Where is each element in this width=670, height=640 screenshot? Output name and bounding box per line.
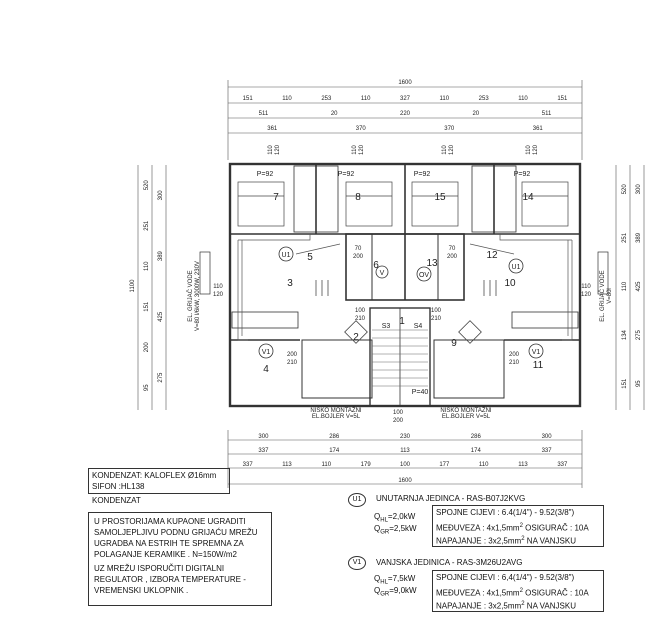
marker-3: P=92 — [513, 171, 531, 178]
outdoor-pipes: SPOJNE CIJEVI : 6,4(1/4") - 9.52(3/8") — [436, 573, 575, 582]
dim-left-c1-5: 95 — [144, 384, 150, 392]
dim-top-r2-2: 220 — [399, 111, 411, 117]
note1-line3: UGRADBA NA ESTRIH TE SPREMNA ZA — [94, 539, 244, 548]
marker-4: P=40 — [411, 389, 429, 396]
side-label-3: V=80l — [607, 288, 613, 304]
dim-top-r1-2: 253 — [321, 96, 332, 102]
indoor-pipes: SPOJNE CIJEVI : 6.4(1/4") - 9.52(3/8") — [436, 508, 575, 517]
marker-8: U1 — [511, 264, 521, 271]
dim-bot-r2-4: 337 — [541, 448, 552, 454]
dim-top-r1-1: 110 — [282, 96, 292, 102]
dim-right-c1-3: 134 — [622, 330, 628, 341]
dim-right-c2-1: 389 — [636, 232, 642, 243]
dim-bot-r3-6: 110 — [478, 462, 489, 468]
note2-line1: UZ MREŽU ISPORUČITI DIGITALNI — [94, 564, 225, 573]
dim-bot-r1-4: 300 — [541, 434, 552, 440]
outdoor-tag: V1 — [348, 556, 366, 570]
dim-bot-r3-7: 113 — [518, 462, 528, 468]
marker-2: P=92 — [413, 171, 431, 178]
dim-bot-r3-8: 337 — [557, 462, 568, 468]
dim-right-c1-4: 151 — [622, 378, 628, 389]
dim-top-r1-3: 110 — [360, 96, 371, 102]
dim-bot-r3-4: 100 — [399, 462, 411, 468]
condensate-line1: KONDENZAT: KALOFLEX Ø16mm — [92, 471, 217, 480]
heating-arrows — [316, 280, 496, 296]
opening-dim-1: 200 — [352, 254, 364, 260]
room-label-4: 4 — [263, 364, 269, 375]
dim-left-c2-3: 275 — [158, 372, 164, 383]
dim-total-bottom: 1600 — [398, 478, 412, 484]
dim-topvert-b0: 120 — [275, 144, 281, 156]
note2-line2: REGULATOR , IZBORA TEMPERATURE - — [94, 575, 246, 584]
opening-dim-11: 120 — [580, 292, 592, 298]
dim-topvert-a1: 110 — [352, 145, 358, 155]
room-label-10: 10 — [504, 278, 516, 289]
side-label-2: EL. GRIJAČ VODE — [600, 270, 606, 322]
dim-top-r3-2: 370 — [444, 126, 455, 132]
dim-bot-r1-3: 286 — [470, 434, 481, 440]
outdoor-between: MEĐUVEZA : $4x1,5mm^2$ OSIGURAČ : 10A — [436, 588, 589, 598]
note1-line2: SAMOLJEPLJIVU PODNU GRIJAĆU MREŽU — [94, 528, 258, 537]
room-label-9: 9 — [451, 338, 457, 349]
note1-line4: POLAGANJE KERAMIKE . N=150W/m2 — [94, 550, 237, 559]
outdoor-qhl: $Q_{HL}=7,5kW$ — [374, 574, 416, 586]
dim-bot-r3-2: 110 — [321, 462, 332, 468]
dim-bot-r3-0: 337 — [242, 462, 253, 468]
dim-top-r1-4: 327 — [399, 96, 411, 102]
dim-right-c1-2: 110 — [622, 281, 628, 292]
indoor-title: UNUTARNJA JEDINCA - RAS-B07J2KVG — [376, 494, 526, 503]
dim-top-r1-6: 253 — [478, 96, 489, 102]
opening-dim-10: 110 — [581, 284, 591, 290]
dim-bot-r3-1: 113 — [282, 462, 292, 468]
outdoor-power: NAPAJANJE : $3x2,5mm^2$ NA VANJSKU — [436, 601, 576, 611]
dim-right-c2-3: 275 — [636, 330, 642, 341]
opening-dim-6: 100 — [430, 308, 442, 314]
dim-left-c1-0: 520 — [144, 180, 150, 191]
dim-top-r2-1: 20 — [330, 111, 338, 117]
dim-left-c2-1: 389 — [158, 251, 164, 262]
dim-top-r1-5: 110 — [439, 96, 450, 102]
indoor-qgr: $Q_{GR}=2,5kW$ — [374, 524, 417, 536]
boiler-label-2: NISKO MONTAŽNI — [440, 408, 492, 414]
dim-topvert-a0: 110 — [268, 145, 274, 155]
marker-12: V1 — [531, 349, 541, 356]
indoor-qhl: $Q_{HL}=2,0kW$ — [374, 512, 416, 524]
dim-bot-r2-1: 174 — [329, 448, 340, 454]
note1-line1: U PROSTORIJAMA KUPAONE UGRADITI — [94, 517, 246, 526]
dim-left-c2-2: 425 — [158, 311, 164, 322]
dim-top-r3-0: 361 — [267, 126, 278, 132]
dim-top-r1-8: 151 — [557, 96, 568, 102]
room-label-11: 11 — [532, 360, 544, 371]
dim-right-c1-0: 520 — [622, 184, 628, 195]
opening-dim-0: 70 — [354, 246, 362, 252]
opening-dim-3: 200 — [446, 254, 458, 260]
room-label-8: 8 — [355, 192, 361, 203]
opening-dim-12: 200 — [286, 352, 298, 358]
dim-top-r2-0: 511 — [258, 111, 269, 117]
opening-dim-4: 100 — [354, 308, 366, 314]
dim-bot-r2-3: 174 — [470, 448, 481, 454]
dim-left-total: 1100 — [130, 279, 136, 293]
boiler-label-1: EL.BOJLER V=5L — [311, 414, 361, 420]
dim-top-r3-1: 370 — [355, 126, 366, 132]
dim-bot-r2-0: 337 — [258, 448, 269, 454]
opening-dim-8: 110 — [213, 284, 223, 290]
room-label-5: 5 — [307, 252, 313, 263]
opening-dim-17: 200 — [392, 418, 404, 424]
dim-bot-r1-0: 300 — [258, 434, 269, 440]
dim-right-c2-4: 95 — [636, 380, 642, 388]
marker-10: OV — [418, 272, 430, 279]
dim-bot-r1-1: 286 — [329, 434, 340, 440]
indoor-between: MEĐUVEZA : $4x1,5mm^2$ OSIGURAČ : 10A — [436, 523, 589, 533]
beds — [238, 182, 568, 226]
opening-dim-5: 210 — [354, 316, 366, 322]
indoor-power: NAPAJANJE : $3x2,5mm^2$ NA VANJSKU — [436, 536, 576, 546]
room-label-6: 6 — [373, 260, 379, 271]
room-label-13: 13 — [426, 258, 438, 269]
marker-6: S4 — [413, 323, 423, 330]
marker-0: P=92 — [256, 171, 274, 178]
dim-topvert-b1: 120 — [359, 144, 365, 156]
dim-top-r2-4: 511 — [541, 111, 552, 117]
opening-dim-14: 200 — [508, 352, 520, 358]
dim-total-top: 1600 — [398, 80, 412, 86]
room-label-2: 2 — [353, 332, 359, 343]
marker-11: V1 — [261, 349, 271, 356]
marker-7: U1 — [281, 252, 291, 259]
side-label-0: EL. GRIJAČ VODE — [188, 270, 194, 322]
marker-9: V — [379, 270, 385, 277]
indoor-tag: U1 — [348, 493, 366, 507]
room-label-14: 14 — [522, 192, 534, 203]
marker-1: P=92 — [337, 171, 355, 178]
dim-bot-r3-3: 179 — [360, 462, 371, 468]
boiler-label-3: EL.BOJLER V=5L — [441, 414, 491, 420]
room-label-15: 15 — [434, 192, 446, 203]
dim-topvert-a3: 110 — [526, 145, 532, 155]
dim-left-c1-3: 151 — [144, 301, 150, 312]
side-label-1: V=80 l/6kW, 3000W, 230V — [195, 261, 201, 331]
opening-dim-13: 210 — [286, 360, 298, 366]
note2-line3: VREMENSKI UKLOPNIK . — [94, 586, 189, 595]
room-label-7: 7 — [273, 192, 279, 203]
dim-right-c2-0: 300 — [636, 184, 642, 195]
side-heater-boxes — [200, 252, 608, 294]
opening-dim-15: 210 — [508, 360, 520, 366]
room-label-1: 1 — [399, 316, 405, 327]
dim-bot-r2-2: 113 — [400, 448, 410, 454]
opening-dim-2: 70 — [448, 246, 456, 252]
outdoor-title: VANJSKA JEDINICA - RAS-3M26U2AVG — [376, 558, 523, 567]
dim-top-r1-7: 110 — [518, 96, 528, 102]
dim-bot-r1-2: 230 — [399, 434, 411, 440]
dim-topvert-a2: 110 — [442, 145, 448, 155]
opening-dim-9: 120 — [212, 292, 224, 298]
dim-top-r1-0: 151 — [242, 96, 253, 102]
dim-top-r3-3: 361 — [532, 126, 543, 132]
dim-left-c1-1: 251 — [144, 220, 150, 231]
outdoor-qgr: $Q_{GR}=9,0kW$ — [374, 586, 417, 598]
dim-right-c2-2: 425 — [636, 281, 642, 292]
dim-topvert-b2: 120 — [449, 144, 455, 156]
dim-topvert-b3: 120 — [533, 144, 539, 156]
condensate-line2: SIFON :HL138 — [92, 482, 145, 491]
room-label-12: 12 — [486, 250, 498, 261]
dim-right-c1-1: 251 — [622, 232, 628, 243]
boiler-label-0: NISKO MONTAŽNI — [310, 408, 362, 414]
dim-left-c1-4: 200 — [144, 342, 150, 353]
opening-dim-16: 100 — [392, 410, 404, 416]
room-label-3: 3 — [287, 278, 293, 289]
marker-5: S3 — [381, 323, 391, 330]
dim-bot-r3-5: 177 — [439, 462, 450, 468]
dim-left-c1-2: 110 — [144, 261, 150, 272]
opening-dim-7: 210 — [430, 316, 442, 322]
condensate-line3: KONDENZAT — [92, 496, 141, 505]
dim-left-c2-0: 300 — [158, 190, 164, 201]
dim-top-r2-3: 20 — [472, 111, 480, 117]
